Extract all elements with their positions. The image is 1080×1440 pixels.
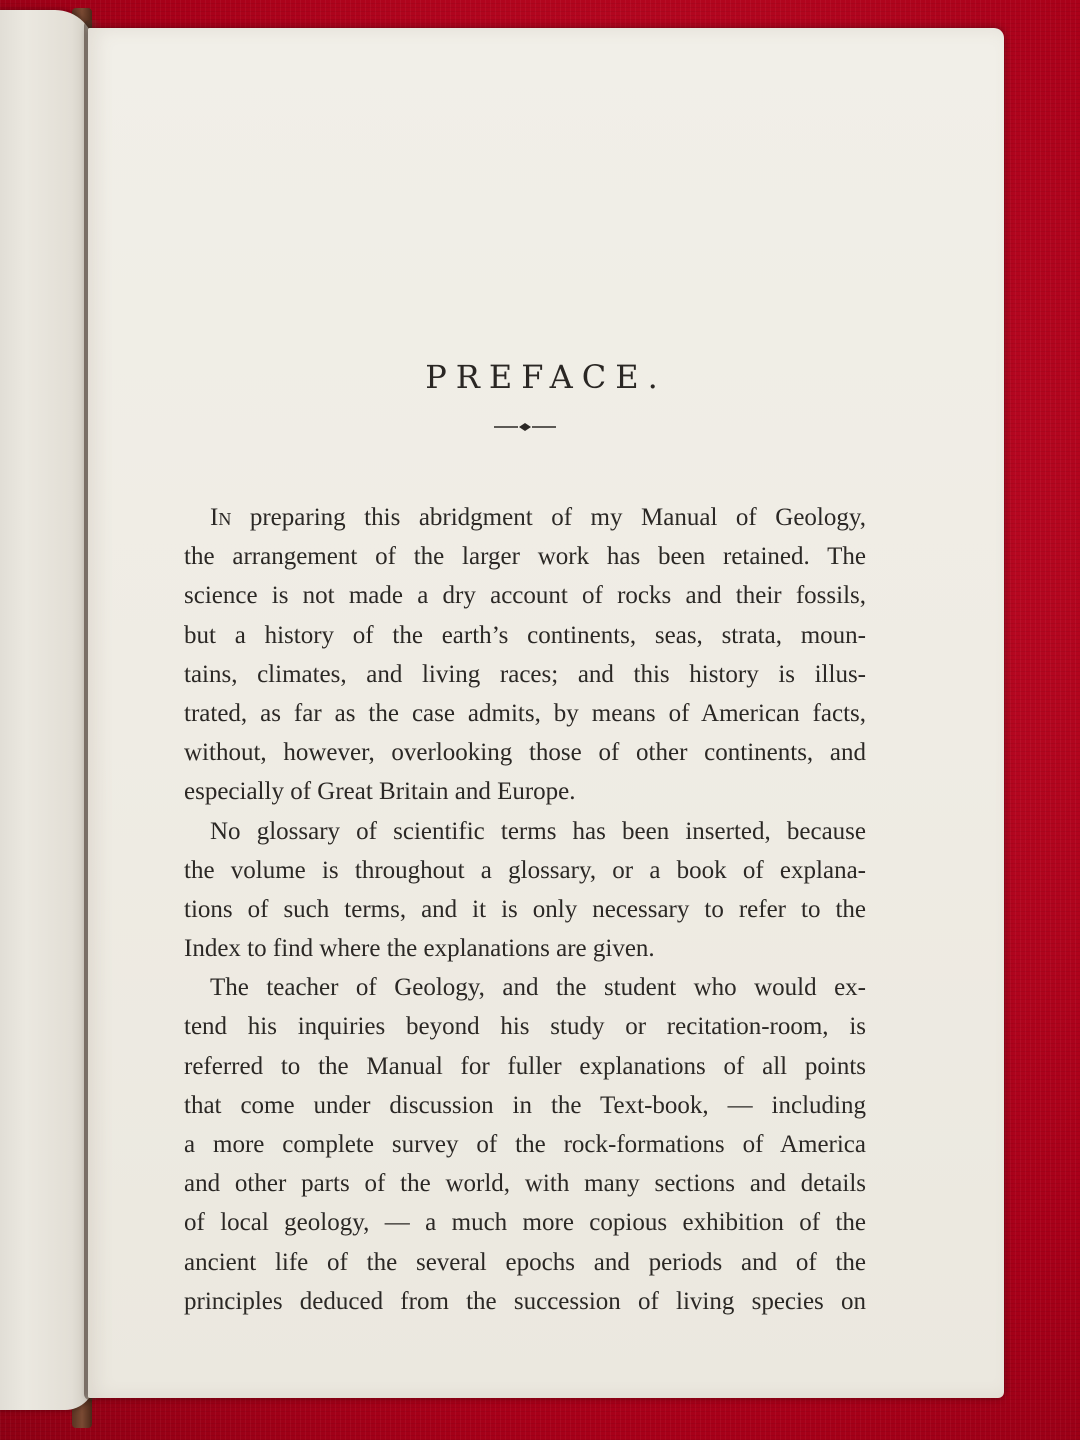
text-line: the volume is throughout a glossary, or a book of explana-	[184, 856, 866, 884]
text-line: trated, as far as the case admits, by means of American facts,	[184, 699, 866, 727]
book-page	[88, 28, 1004, 1398]
drop-lead: In	[210, 504, 232, 531]
text-line: The teacher of Geology, and the student who would ex-	[210, 974, 866, 1002]
text-line: No glossary of scientific terms has been inserted, because	[210, 817, 866, 845]
text-line: In preparing this abridgment of my Manual of Geology,	[210, 504, 866, 531]
ornament-divider-icon	[494, 420, 556, 434]
text-line: the arrangement of the larger work has been retained. The	[184, 543, 866, 571]
text-line: tains, climates, and living races; and this history is illus-	[184, 660, 866, 688]
paragraph	[184, 968, 866, 1321]
text-line: ancient life of the several epochs and periods and of the	[184, 1248, 866, 1276]
text-line: especially of Great Britain and Europe.	[184, 778, 576, 806]
text-line: a more complete survey of the rock-formations of America	[184, 1131, 866, 1158]
text-line: and other parts of the world, with many sections and details	[184, 1170, 866, 1198]
text-line: tions of such terms, and it is only necessary to refer to the	[184, 895, 866, 923]
text-line: principles deduced from the succession of living species on	[184, 1287, 866, 1315]
text-line: referred to the Manual for fuller explanations of all points	[184, 1052, 866, 1080]
text-line: Index to find where the explanations are given.	[184, 935, 655, 963]
paragraph	[184, 812, 866, 969]
text-line: but a history of the earth’s continents, seas, strata, moun-	[184, 621, 866, 649]
text-line: of local geology, — a much more copious exhibition of the	[184, 1209, 866, 1237]
paragraph	[184, 498, 866, 812]
text-line: without, however, overlooking those of other continents, and	[184, 739, 866, 767]
text-line: tend his inquiries beyond his study or recitation-room, is	[184, 1013, 866, 1041]
page-title: PREFACE.	[425, 358, 667, 396]
left-page-edge	[0, 10, 95, 1410]
text-line: that come under discussion in the Text-book, — including	[184, 1091, 866, 1119]
text-line: science is not made a dry account of rocks and their fossils,	[184, 582, 866, 610]
preface-body	[184, 498, 866, 1321]
